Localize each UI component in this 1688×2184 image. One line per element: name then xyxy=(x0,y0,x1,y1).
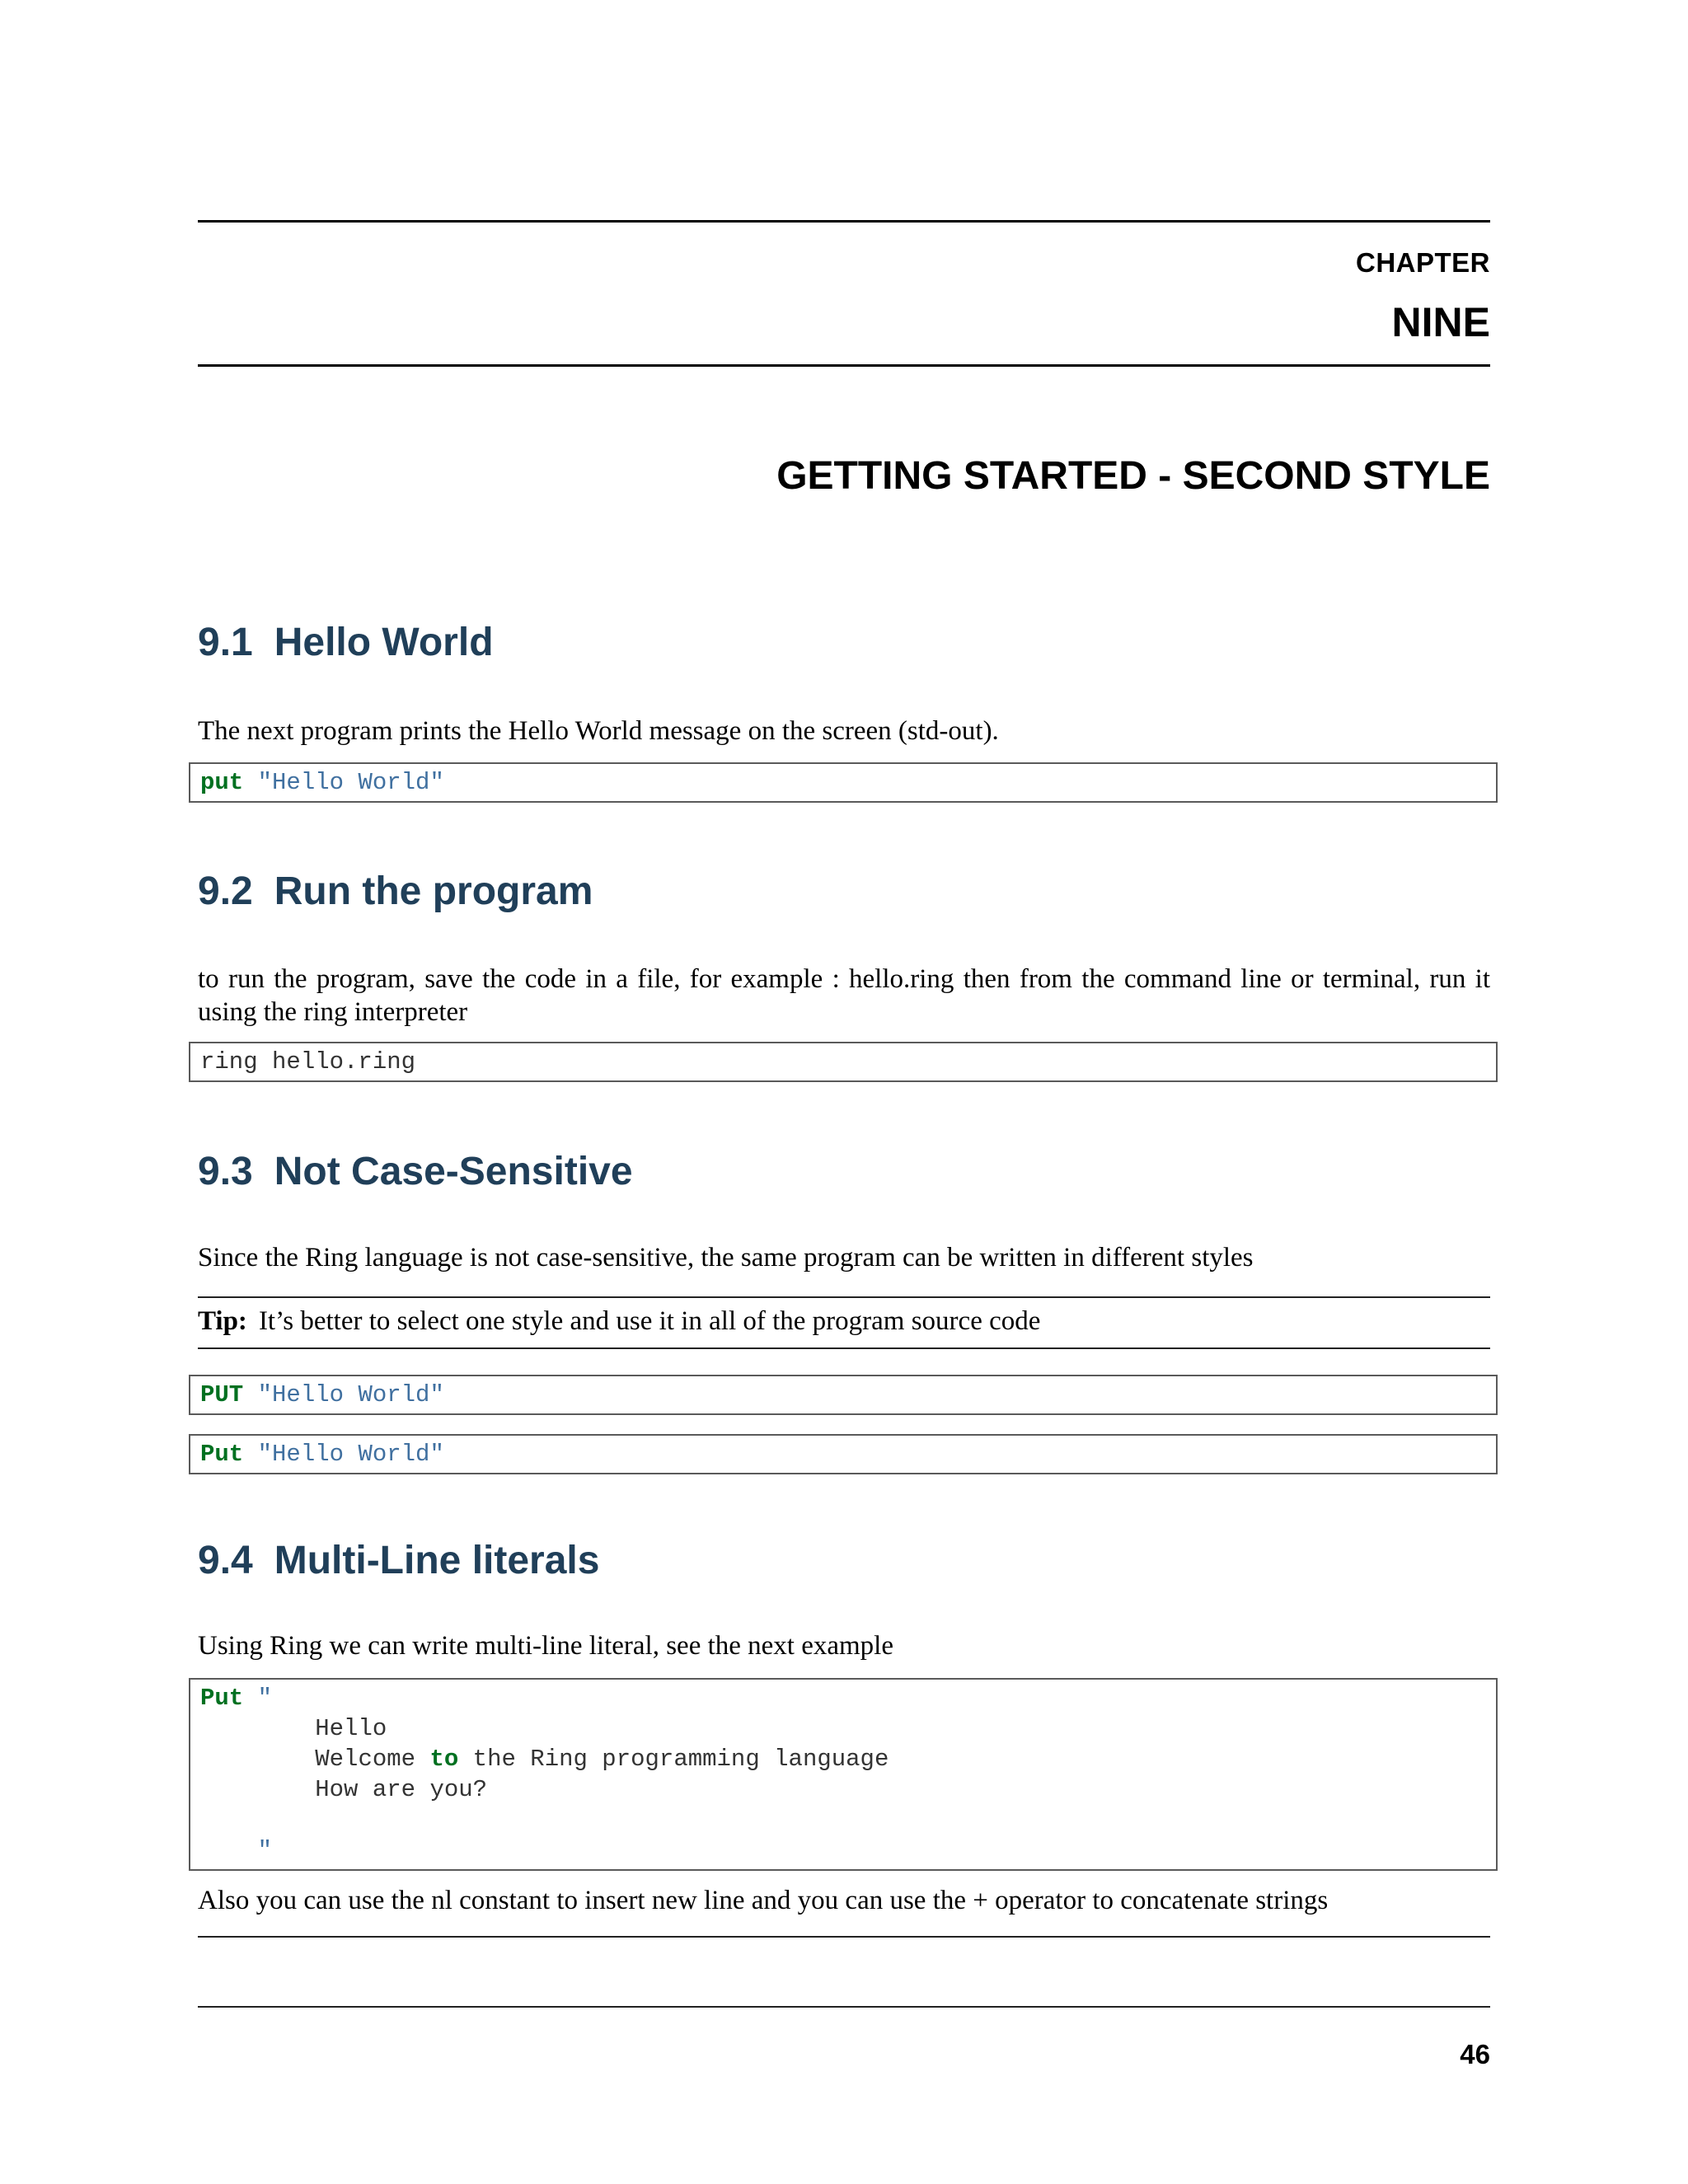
code-line: Hello xyxy=(315,1715,387,1742)
tip-admonition xyxy=(198,1296,1490,1349)
chapter-title: GETTING STARTED - SECOND STYLE xyxy=(776,454,1490,498)
code-block-multiline xyxy=(189,1678,1498,1871)
code-keyword: put xyxy=(200,769,244,796)
content-end-rule xyxy=(198,1936,1490,1938)
code-string: " xyxy=(257,1837,273,1864)
section-number: 9.2 xyxy=(198,869,253,913)
code-keyword: PUT xyxy=(200,1381,244,1408)
code-block xyxy=(189,1375,1498,1415)
code-string: " xyxy=(257,1685,273,1712)
section-heading-multi-line-literals xyxy=(198,1538,599,1583)
paragraph: Since the Ring language is not case-sensitive, the same program can be written in different styles xyxy=(198,1243,1254,1272)
code-block xyxy=(189,1434,1498,1474)
section-heading-not-case-sensitive xyxy=(198,1149,633,1194)
section-number: 9.3 xyxy=(198,1150,253,1193)
tip-label: Tip: xyxy=(198,1306,247,1336)
code-keyword: Put xyxy=(200,1441,244,1468)
code-line: the Ring programming language xyxy=(458,1746,889,1773)
paragraph: to run the program, save the code in a file, for example : hello.ring then from the command line or terminal, run it using the ring interpreter xyxy=(198,964,1490,1027)
section-heading-hello-world xyxy=(198,620,494,665)
section-title: Hello World xyxy=(274,621,494,664)
page-number: 46 xyxy=(1460,2039,1490,2069)
section-heading-run-the-program xyxy=(198,869,593,914)
footer-rule xyxy=(198,2006,1490,2008)
tip-text: It’s better to select one style and use it in all of the program source code xyxy=(258,1306,1041,1336)
paragraph: Using Ring we can write multi-line literal, see the next example xyxy=(198,1631,893,1661)
paragraph: Also you can use the nl constant to insert new line and you can use the + operator to concatenate strings xyxy=(198,1886,1329,1915)
code-line: How are you? xyxy=(315,1776,488,1803)
code-string: "Hello World" xyxy=(257,769,444,796)
chapter-number: NINE xyxy=(1391,299,1490,345)
paragraph: The next program prints the Hello World message on the screen (std-out). xyxy=(198,716,999,746)
code-string: "Hello World" xyxy=(257,1381,444,1408)
chapter-top-rule xyxy=(198,220,1490,223)
section-title: Run the program xyxy=(274,869,593,913)
chapter-bottom-rule xyxy=(198,364,1490,367)
code-keyword: to xyxy=(429,1746,459,1773)
section-title: Multi-Line literals xyxy=(274,1539,600,1582)
code-line: Welcome xyxy=(315,1746,430,1773)
chapter-label: CHAPTER xyxy=(1355,247,1490,278)
section-number: 9.1 xyxy=(198,621,253,664)
section-title: Not Case-Sensitive xyxy=(274,1150,633,1193)
section-number: 9.4 xyxy=(198,1539,253,1582)
code-block xyxy=(189,762,1498,803)
code-block: ring hello.ring xyxy=(189,1042,1498,1082)
code-keyword: Put xyxy=(200,1685,244,1712)
code-string: "Hello World" xyxy=(257,1441,444,1468)
